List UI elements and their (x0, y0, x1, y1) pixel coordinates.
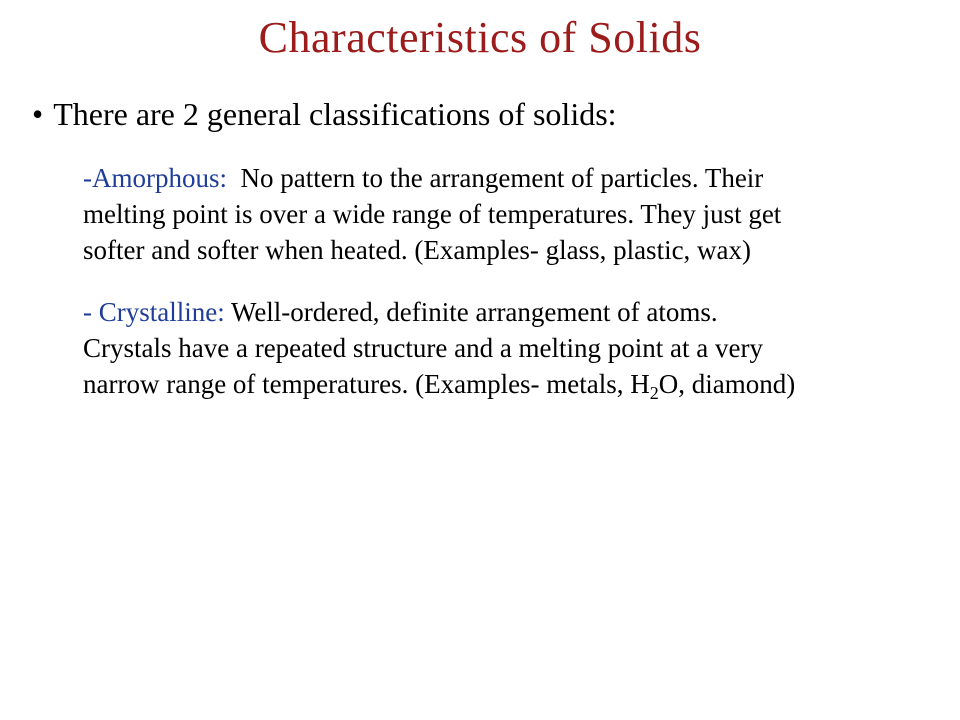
bullet-point (32, 96, 617, 133)
water-subscript: 2 (649, 383, 659, 403)
amorphous-paragraph (83, 160, 943, 268)
crystalline-text-1: Well-ordered, definite arrangement of atoms. (231, 297, 718, 327)
amorphous-term: -Amorphous: (83, 163, 227, 193)
amorphous-line-2: melting point is over a wide range of temperatures. They just get (83, 199, 782, 229)
crystalline-text-3b: O, diamond) (658, 369, 796, 399)
crystalline-text-3a: narrow range of temperatures. (Examples- metals, H (83, 369, 650, 399)
bullet-icon: • (32, 96, 44, 132)
crystalline-line-1 (83, 294, 943, 330)
crystalline-line-3 (83, 366, 943, 402)
crystalline-paragraph (83, 294, 943, 402)
amorphous-text-1: No pattern to the arrangement of particles. Their (240, 163, 764, 193)
crystalline-line-2: Crystals have a repeated structure and a melting point at a very (83, 333, 763, 363)
slide-title: Characteristics of Solids (258, 13, 702, 62)
bullet-text: There are 2 general classifications of solids: (53, 96, 617, 132)
amorphous-line-3: softer and softer when heated. (Examples- glass, plastic, wax) (83, 235, 752, 265)
amorphous-line-1 (83, 160, 943, 196)
crystalline-term: - Crystalline: (83, 297, 225, 327)
